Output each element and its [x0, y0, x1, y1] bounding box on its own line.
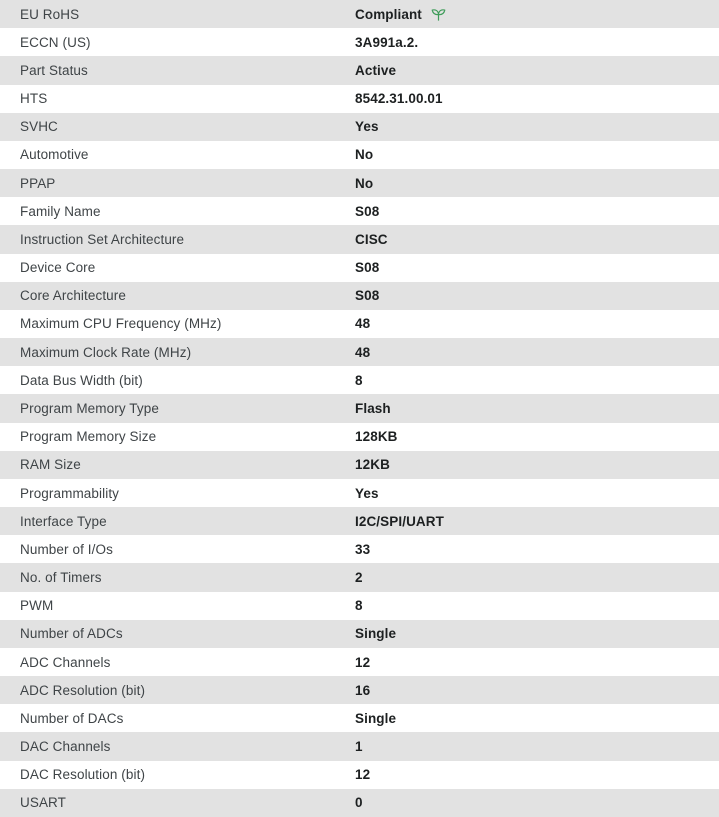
table-row — [0, 0, 719, 28]
spec-label: Interface Type — [20, 513, 107, 529]
table-row — [0, 676, 719, 704]
table-row — [0, 620, 719, 648]
spec-value-text: 2 — [355, 570, 363, 586]
spec-value — [355, 147, 373, 162]
spec-label: Family Name — [20, 203, 101, 219]
spec-value — [355, 288, 379, 303]
table-row — [0, 141, 719, 169]
spec-label: EU RoHS — [20, 6, 80, 22]
spec-label: No. of Timers — [20, 570, 102, 586]
spec-value-text: 3A991a.2. — [355, 34, 419, 50]
table-row — [0, 197, 719, 225]
spec-value — [355, 542, 370, 557]
spec-value — [355, 204, 379, 219]
spec-value — [355, 767, 370, 782]
spec-value — [355, 626, 396, 641]
spec-value — [355, 683, 370, 698]
spec-label: PPAP — [20, 175, 56, 191]
table-row — [0, 310, 719, 338]
spec-value — [355, 486, 379, 501]
spec-value-text: 12KB — [355, 457, 390, 473]
leaf-sprout-icon — [431, 8, 446, 21]
spec-value — [355, 655, 370, 670]
spec-label: Number of DACs — [20, 710, 124, 726]
table-row — [0, 282, 719, 310]
table-row — [0, 535, 719, 563]
table-row — [0, 28, 719, 56]
spec-value — [355, 35, 418, 50]
spec-label: DAC Channels — [20, 739, 111, 755]
table-row — [0, 479, 719, 507]
spec-value — [355, 176, 373, 191]
table-row — [0, 113, 719, 141]
spec-value-text: Yes — [355, 119, 379, 135]
spec-value-text: 48 — [355, 316, 371, 332]
table-row — [0, 732, 719, 760]
spec-label: Part Status — [20, 62, 88, 78]
spec-value-text: Active — [355, 62, 397, 78]
spec-label: Program Memory Type — [20, 400, 159, 416]
spec-label: Core Architecture — [20, 288, 126, 304]
spec-label: Instruction Set Architecture — [20, 231, 185, 247]
table-row — [0, 451, 719, 479]
spec-value — [355, 401, 391, 416]
table-row — [0, 366, 719, 394]
table-row — [0, 85, 719, 113]
spec-label: SVHC — [20, 119, 58, 135]
spec-value-text: Single — [355, 626, 397, 642]
spec-value — [355, 514, 444, 529]
spec-label: RAM Size — [20, 457, 81, 473]
table-row — [0, 56, 719, 84]
spec-value-text: 48 — [355, 344, 371, 360]
spec-value-text: 128KB — [355, 429, 398, 445]
spec-label: DAC Resolution (bit) — [20, 767, 146, 783]
table-row — [0, 394, 719, 422]
table-row — [0, 563, 719, 591]
spec-label: Device Core — [20, 260, 96, 276]
table-row — [0, 225, 719, 253]
table-row — [0, 169, 719, 197]
spec-value-text: Single — [355, 710, 397, 726]
spec-value — [355, 7, 446, 22]
spec-value-text: Flash — [355, 400, 391, 416]
spec-value — [355, 711, 396, 726]
spec-value-text: 33 — [355, 541, 371, 557]
spec-label: Automotive — [20, 147, 89, 163]
spec-value-text: No — [355, 175, 374, 191]
table-row — [0, 423, 719, 451]
table-row — [0, 338, 719, 366]
spec-value-text: S08 — [355, 288, 380, 304]
spec-label: Data Bus Width (bit) — [20, 372, 143, 388]
spec-value-text: S08 — [355, 203, 380, 219]
spec-label: Number of ADCs — [20, 626, 123, 642]
spec-value-text: S08 — [355, 260, 380, 276]
table-row — [0, 648, 719, 676]
spec-value-text: I2C/SPI/UART — [355, 513, 444, 529]
spec-value-text: 1 — [355, 739, 363, 755]
spec-label: ECCN (US) — [20, 34, 91, 50]
spec-label: Maximum Clock Rate (MHz) — [20, 344, 192, 360]
spec-value — [355, 429, 398, 444]
table-row — [0, 507, 719, 535]
spec-value — [355, 345, 370, 360]
spec-label: USART — [20, 795, 67, 811]
spec-label: HTS — [20, 91, 48, 107]
spec-value — [355, 373, 363, 388]
spec-value-text: 8542.31.00.01 — [355, 91, 443, 107]
spec-value — [355, 316, 370, 331]
spec-value-text: Yes — [355, 485, 379, 501]
spec-value-text: 8 — [355, 598, 363, 614]
spec-value — [355, 570, 363, 585]
spec-value-text: 12 — [355, 654, 371, 670]
spec-value — [355, 260, 379, 275]
spec-value-text: Compliant — [355, 6, 422, 22]
table-row — [0, 592, 719, 620]
spec-label: ADC Resolution (bit) — [20, 682, 146, 698]
spec-value — [355, 63, 396, 78]
spec-value — [355, 457, 390, 472]
spec-value — [355, 795, 363, 810]
spec-value — [355, 232, 388, 247]
spec-label: Program Memory Size — [20, 429, 157, 445]
spec-label: Number of I/Os — [20, 541, 113, 557]
spec-value — [355, 91, 443, 106]
spec-value — [355, 119, 379, 134]
spec-value-text: 16 — [355, 682, 371, 698]
table-row — [0, 704, 719, 732]
spec-value-text: 8 — [355, 372, 363, 388]
spec-label: ADC Channels — [20, 654, 111, 670]
spec-value-text: No — [355, 147, 374, 163]
spec-value-text: 12 — [355, 767, 371, 783]
spec-value — [355, 598, 363, 613]
spec-value-text: CISC — [355, 231, 388, 247]
spec-label: Maximum CPU Frequency (MHz) — [20, 316, 222, 332]
spec-label: PWM — [20, 598, 54, 614]
spec-value — [355, 739, 363, 754]
table-row — [0, 761, 719, 789]
spec-value-text: 0 — [355, 795, 363, 811]
table-row — [0, 254, 719, 282]
spec-label: Programmability — [20, 485, 120, 501]
table-row — [0, 789, 719, 817]
